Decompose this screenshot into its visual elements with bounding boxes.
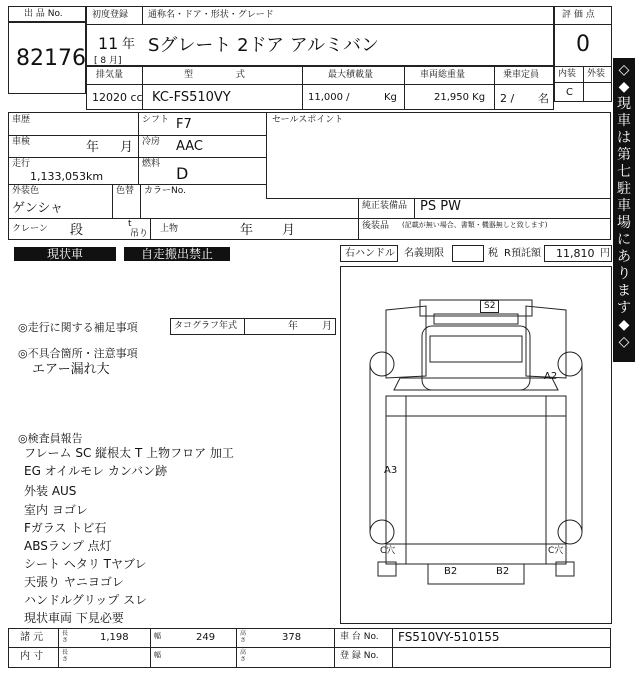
interior-label: 内装 <box>558 69 577 79</box>
length-value: 1,198 <box>100 632 129 643</box>
capacity-label: 乗車定員 <box>503 70 540 80</box>
title-change-box <box>452 245 484 262</box>
ac-label: 冷房 <box>142 137 161 147</box>
exterior-label: 外装 <box>587 69 606 79</box>
crane-stage: 段 <box>70 223 84 238</box>
tacho-year-unit: 年 <box>288 321 298 332</box>
r-tax-unit: 円 <box>600 248 610 259</box>
report-line: 現状車両 下見必要 <box>24 611 124 625</box>
crane-ton: t <box>128 219 132 229</box>
inner-dims-label: 内 寸 <box>20 651 44 662</box>
reg-year: 11 <box>98 34 119 53</box>
notice-char: は <box>617 130 631 146</box>
notice-char: に <box>617 232 631 248</box>
dims-label: 諸 元 <box>20 632 44 643</box>
options-value: PS PW <box>420 199 461 214</box>
report-line: 室内 ヨゴレ <box>24 503 88 517</box>
color-code-label: カラーNo. <box>144 186 186 196</box>
notice-char: 七 <box>617 164 631 180</box>
mileage-value: 1,133,053km <box>30 170 104 183</box>
model-label: 型 式 <box>184 70 265 80</box>
color-label: 外装色 <box>12 186 40 196</box>
crane-label: クレーン <box>12 224 48 234</box>
tachograph-label: タコグラフ年式 <box>174 321 238 331</box>
inner-length-label: 長さ <box>62 649 69 663</box>
parking-notice <box>613 58 635 362</box>
color-value: ゲンシャ <box>12 201 64 216</box>
notice-char: 駐 <box>617 181 631 197</box>
model-name: Sグレート 2ドア アルミバン <box>148 35 380 56</box>
notice-char: 車 <box>617 113 631 129</box>
capacity-unit: 名 <box>538 92 549 105</box>
tacho-month-unit: 月 <box>322 321 332 332</box>
fitted-note: (記載が無い場合、書類・機器無しと致します) <box>402 221 548 229</box>
grade-label: 評 価 点 <box>562 10 595 20</box>
lot-number: 82176 <box>16 46 86 71</box>
notice-char: ま <box>617 283 631 299</box>
color-change-label: 色替 <box>116 186 135 196</box>
notice-char: 場 <box>617 215 631 231</box>
title-change-label: 名義期限 <box>404 248 444 259</box>
body-label: 上物 <box>160 224 179 234</box>
notice-char: ◆ <box>618 317 630 333</box>
width-value: 249 <box>196 632 216 643</box>
notice-char: ◆ <box>618 79 630 95</box>
notice-char: 第 <box>617 147 631 163</box>
notice-char: ◇ <box>618 334 630 350</box>
inspection-label: 車検 <box>12 137 31 147</box>
notice-char: 現 <box>617 96 631 112</box>
fuel-value: D <box>176 164 189 183</box>
inspector-label: ◎検査員報告 <box>18 432 83 445</box>
height-value: 378 <box>282 632 302 643</box>
report-line: 外装 AUS <box>24 484 77 498</box>
reg-month: [ 8 月] <box>94 56 122 66</box>
notice-char: ◇ <box>618 62 630 78</box>
report-line: ABSランプ 点灯 <box>24 539 112 553</box>
report-line: シート ヘタリ Tヤブレ <box>24 557 147 571</box>
crane-suspend: 吊り <box>130 229 149 239</box>
gross-weight: 21,950 Kg <box>434 92 486 103</box>
report-line: フレーム SC 縦根太 T 上物フロア 加工 <box>24 446 234 460</box>
report-line: EG オイルモレ カンバン跡 <box>24 464 168 478</box>
self-drive-ban-badge: 自走搬出禁止 <box>124 247 230 261</box>
diagram-mark: A2 <box>544 371 558 382</box>
displacement: 12020 cc <box>92 91 143 104</box>
diagram-mark: S2 <box>480 300 499 313</box>
options-label: 純正装備品 <box>362 201 408 211</box>
model-code: KC-FS510VY <box>152 90 231 105</box>
lot-label: 出 品 No. <box>24 9 63 19</box>
max-load-unit: Kg <box>384 92 397 103</box>
diagram-mark: B2 <box>496 566 510 577</box>
tax-label: 税 <box>488 248 498 259</box>
inner-height-label: 高さ <box>240 649 247 663</box>
inner-width-label: 幅 <box>154 651 161 659</box>
body-month-unit: 月 <box>282 223 296 238</box>
driving-notes-label: ◎走行に関する補足事項 <box>18 321 138 334</box>
diagram-mark: C穴 <box>380 546 396 556</box>
mileage-label: 走行 <box>12 159 31 169</box>
report-line: Fガラス トビ石 <box>24 521 107 535</box>
gross-weight-label: 車両総重量 <box>420 70 466 80</box>
r-tax-label: R預託額 <box>504 248 541 259</box>
body-year-unit: 年 <box>240 223 254 238</box>
notice-char: す <box>617 300 631 316</box>
fuel-label: 燃料 <box>142 159 161 169</box>
fitted-label: 後装品 <box>362 221 390 231</box>
first-reg-label: 初度登録 <box>92 10 129 20</box>
defect-label: ◎不具合箇所・注意事項 <box>18 347 138 360</box>
notice-char: あ <box>617 249 631 265</box>
diagram-mark: A3 <box>384 465 398 476</box>
max-load-label: 最大積載量 <box>328 70 374 80</box>
inspection-month-unit: 月 <box>120 140 134 155</box>
ac-value: AAC <box>176 139 203 154</box>
grade-value: 0 <box>576 32 590 57</box>
history-label: 車歴 <box>12 115 31 125</box>
report-line: 天張り ヤニヨゴレ <box>24 575 124 589</box>
length-label: 長さ <box>62 630 69 644</box>
truck-diagram-svg <box>340 266 612 624</box>
registration-label: 登 録 No. <box>340 651 379 661</box>
interior-grade: C <box>566 87 573 98</box>
height-label: 高さ <box>240 630 247 644</box>
chassis-label: 車 台 No. <box>340 632 379 642</box>
chassis-value: FS510VY-510155 <box>398 630 500 644</box>
shift-value: F7 <box>176 117 192 132</box>
shift-label: シフト <box>142 115 170 125</box>
displacement-label: 排気量 <box>96 70 124 80</box>
capacity: 2 / <box>500 92 515 105</box>
width-label: 幅 <box>154 632 161 640</box>
right-hand: 右ハンドル <box>345 248 395 259</box>
defect-item: エアー漏れ大 <box>32 362 110 377</box>
reg-year-unit: 年 <box>122 37 136 52</box>
inspection-year-unit: 年 <box>86 140 100 155</box>
max-load: 11,000 / <box>308 92 350 103</box>
as-is-badge: 現状車 <box>14 247 116 261</box>
notice-char: り <box>617 266 631 282</box>
diagram-mark: B2 <box>444 566 458 577</box>
notice-char: 車 <box>617 198 631 214</box>
diagram-mark: C穴 <box>548 546 564 556</box>
sales-point-label: セールスポイント <box>272 115 344 125</box>
name-label: 通称名・ドア・形状・グレード <box>148 10 274 20</box>
r-tax-value: 11,810 <box>556 247 595 260</box>
footer-box <box>8 628 611 668</box>
report-line: ハンドルグリップ スレ <box>24 593 148 607</box>
